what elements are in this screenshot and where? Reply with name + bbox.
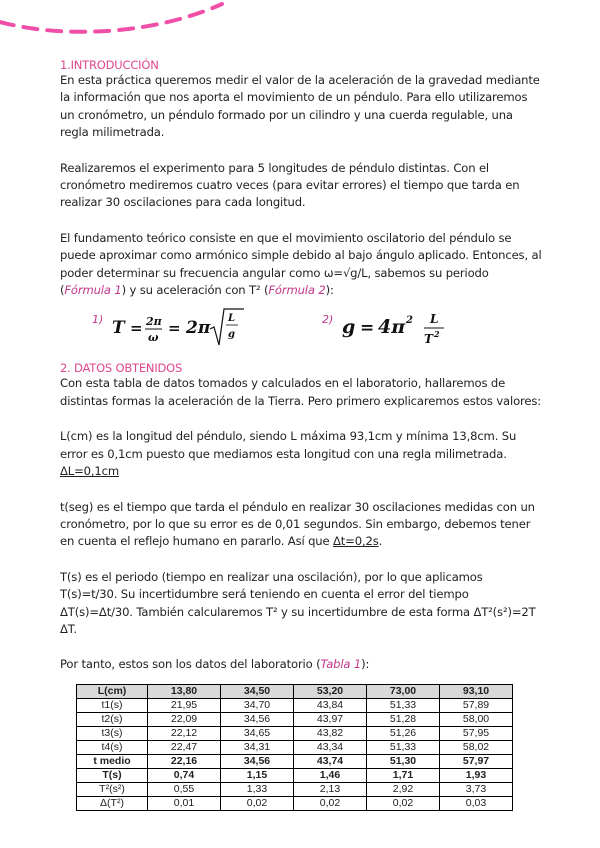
svg-text:L: L (228, 313, 236, 325)
table-cell: 43,34 (294, 740, 367, 754)
intro-paragraph-3: El fundamento teórico consiste en que el movimiento oscilatorio del péndulo se puede aproximar como armónico simple debido al bajo ángulo aplicado. Entonces, al poder determinar su frecuencia angular como ω=√g/L, sabemos su periodo (Fórmula 1) y su aceleración con T² (Fórmula 2): (60, 230, 542, 298)
table-row (77, 782, 513, 796)
formula-2-gravity (340, 305, 460, 353)
table-cell: 22,09 (148, 712, 221, 726)
svg-text:g: g (228, 329, 235, 341)
table-cell: 21,95 (148, 698, 221, 712)
table-cell: 34,31 (221, 740, 294, 754)
svg-text:T: T (112, 318, 125, 339)
svg-text:=: = (130, 319, 143, 338)
table-cell: 0,03 (440, 796, 513, 810)
table-cell: 0,02 (367, 796, 440, 810)
table-cell: 22,12 (148, 726, 221, 740)
table-cell: 1,15 (221, 768, 294, 782)
table-cell: 1,46 (294, 768, 367, 782)
svg-text:4π: 4π (378, 316, 406, 339)
svg-text:2π: 2π (146, 315, 162, 329)
formula-2-ref: Fórmula 2 (268, 283, 326, 298)
table-cell: 43,84 (294, 698, 367, 712)
formula-1-ref: Fórmula 1 (64, 283, 122, 298)
table-row-label: t1(s) (77, 698, 148, 712)
table-header-row (77, 684, 513, 698)
section-heading-intro: 1.INTRODUCCIÓN (60, 58, 159, 72)
table-cell: 57,89 (440, 698, 513, 712)
table-cell: 0,02 (294, 796, 367, 810)
table-cell: 3,73 (440, 782, 513, 796)
table-cell: 0,55 (148, 782, 221, 796)
table-cell: 34,56 (221, 754, 294, 768)
lab-data-table (76, 684, 513, 811)
decorative-dashed-curve (0, 0, 240, 50)
table-row (77, 768, 513, 782)
table-cell: 43,74 (294, 754, 367, 768)
table-cell: 1,33 (221, 782, 294, 796)
svg-text:=: = (168, 319, 181, 338)
table-1-ref: Tabla 1 (320, 657, 362, 672)
data-paragraph-2: L(cm) es la longitud del péndulo, siendo L máxima 93,1cm y mínima 13,8cm. Su error es 0,1cm puesto que mediamos esta longitud con una regla milimetrada. ΔL=0,1cm (60, 429, 517, 479)
table-row-label: T²(s²) (77, 782, 148, 796)
formula-2-number: 2) (322, 313, 334, 327)
table-cell: 58,00 (440, 712, 513, 726)
table-cell: 43,97 (294, 712, 367, 726)
document-page (60, 58, 542, 811)
table-row-label: Δ(T²) (77, 796, 148, 810)
table-row-label: t medio (77, 754, 148, 768)
section-heading-data: 2. DATOS OBTENIDOS (60, 361, 183, 376)
time-error-value: Δt=0,2s (333, 534, 379, 549)
table-header-cell: 53,20 (294, 684, 367, 698)
data-paragraph-4: T(s) es el periodo (tiempo en realizar una oscilación), por lo que aplicamos T(s)=t/30. Su incertidumbre será teniendo en cuenta el error del tiempo ΔT(s)=Δt/30. También calcularemos T² y su incertidumbre de esta forma ΔT²(s²)=2T ΔT. (60, 569, 536, 636)
svg-text:T: T (424, 332, 433, 347)
table-row (77, 754, 513, 768)
table-cell: 51,28 (367, 712, 440, 726)
svg-text:L: L (430, 312, 439, 327)
data-paragraph-1: Con esta tabla de datos tomados y calculados en el laboratorio, hallaremos de distintas formas la aceleración de la Tierra. Pero primero explicaremos estos valores: (60, 376, 542, 408)
table-cell: 34,65 (221, 726, 294, 740)
table-cell: 57,95 (440, 726, 513, 740)
formulas-block (60, 305, 542, 357)
table-cell: 51,26 (367, 726, 440, 740)
table-cell: 43,82 (294, 726, 367, 740)
table-cell: 51,33 (367, 698, 440, 712)
table-cell: 2,13 (294, 782, 367, 796)
table-cell: 34,56 (221, 712, 294, 726)
svg-text:ω: ω (148, 331, 159, 345)
table-cell: 0,02 (221, 796, 294, 810)
table-header-cell: L(cm) (77, 684, 148, 698)
length-error-value: ΔL=0,1cm (60, 464, 120, 479)
svg-text:=: = (360, 318, 375, 339)
table-row (77, 796, 513, 810)
table-cell: 34,70 (221, 698, 294, 712)
svg-text:g: g (342, 316, 356, 339)
table-header-cell: 93,10 (440, 684, 513, 698)
table-cell: 51,33 (367, 740, 440, 754)
intro-paragraph-1: En esta práctica queremos medir el valor de la aceleración de la gravedad mediante la información que nos aporta el movimiento de un péndulo. Para ello utilizaremos un cronómetro, un péndulo formado por un cilindro y una cuerda regulable, una regla milimetrada. (60, 73, 540, 140)
table-row-label: t4(s) (77, 740, 148, 754)
table-cell: 1,71 (367, 768, 440, 782)
table-cell: 58,02 (440, 740, 513, 754)
table-cell: 0,74 (148, 768, 221, 782)
table-body (77, 698, 513, 810)
table-header-cell: 34,50 (221, 684, 294, 698)
table-row-label: t3(s) (77, 726, 148, 740)
svg-text:2: 2 (434, 329, 440, 340)
table-cell: 1,93 (440, 768, 513, 782)
svg-text:2π: 2π (186, 318, 211, 339)
table-row (77, 698, 513, 712)
table-cell: 22,47 (148, 740, 221, 754)
table-row-label: t2(s) (77, 712, 148, 726)
table-cell: 57,97 (440, 754, 513, 768)
formula-1-number: 1) (92, 313, 104, 327)
table-row-label: T(s) (77, 768, 148, 782)
table-header-cell: 73,00 (367, 684, 440, 698)
data-paragraph-3: t(seg) es el tiempo que tarda el péndulo en realizar 30 oscilaciones medidas con un cronómetro, por lo que su error es de 0,01 segundos. Sin embargo, debemos tener en cuenta el reflejo humano en pararlo. Así que Δt=0,2s. (60, 499, 535, 549)
intro-paragraph-2: Realizaremos el experimento para 5 longitudes de péndulo distintas. Con el cronómetro mediremos cuatro veces (para evitar errores) el tiempo que tarda en realizar 30 oscilaciones para cada longitud. (60, 160, 520, 210)
table-cell: 51,30 (367, 754, 440, 768)
table-row (77, 712, 513, 726)
table-header-cell: 13,80 (148, 684, 221, 698)
svg-text:2: 2 (406, 315, 413, 327)
table-cell: 0,01 (148, 796, 221, 810)
table-row (77, 740, 513, 754)
table-cell: 22,16 (148, 754, 221, 768)
data-paragraph-5: Por tanto, estos son los datos del laboratorio (Tabla 1): (60, 657, 370, 672)
formula-1-period (110, 305, 250, 353)
table-row (77, 726, 513, 740)
table-cell: 2,92 (367, 782, 440, 796)
